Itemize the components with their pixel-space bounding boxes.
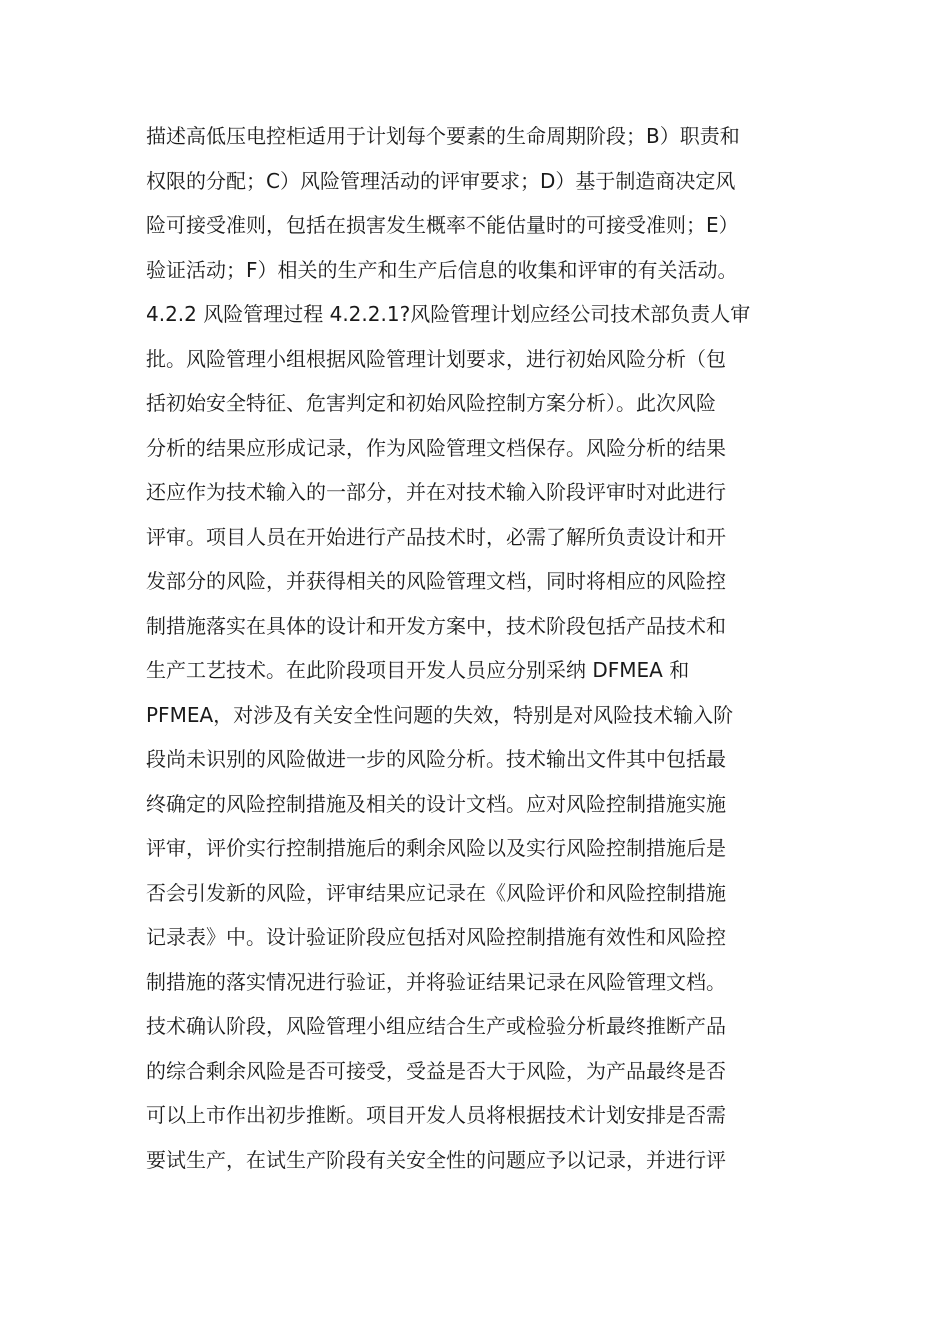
text-line-3: 险可接受准则，包括在损害发生概率不能估量时的可接受准则；E） <box>146 213 739 237</box>
text-line-11: 发部分的风险，并获得相关的风险管理文档，同时将相应的风险控 <box>146 569 726 593</box>
text-line-9: 还应作为技术输入的一部分，并在对技术输入阶段评审时对此进行 <box>146 480 726 504</box>
text-line-10: 评审。项目人员在开始进行产品技术时，必需了解所负责设计和开 <box>146 524 726 549</box>
text-line-18: 否会引发新的风险，评审结果应记录在《风险评价和风险控制措施 <box>146 880 726 905</box>
text-line-14: PFMEA，对涉及有关安全性问题的失效，特别是对风险技术输入阶 <box>146 702 734 727</box>
text-line-23: 可以上市作出初步推断。项目开发人员将根据技术计划安排是否需 <box>146 1103 726 1127</box>
text-line-5: 4.2.2 风险管理过程 4.2.2.1?风险管理计划应经公司技术部负责人审 <box>146 302 751 326</box>
text-line-21: 技术确认阶段，风险管理小组应结合生产或检验分析最终推断产品 <box>146 1014 726 1038</box>
text-line-19: 记录表》中。设计验证阶段应包括对风险控制措施有效性和风险控 <box>146 925 726 949</box>
text-line-6: 批。风险管理小组根据风险管理计划要求，进行初始风险分析（包 <box>146 346 726 371</box>
text-line-4: 验证活动；F）相关的生产和生产后信息的收集和评审的有关活动。 <box>146 257 738 282</box>
text-line-17: 评审，评价实行控制措施后的剩余风险以及实行风险控制措施后是 <box>146 836 726 860</box>
text-line-1: 描述高低压电控柜适用于计划每个要素的生命周期阶段；B）职责和 <box>146 124 740 148</box>
text-line-12: 制措施落实在具体的设计和开发方案中，技术阶段包括产品技术和 <box>146 613 726 638</box>
text-line-7: 括初始安全特征、危害判定和初始风险控制方案分析）。此次风险 <box>146 391 716 415</box>
text-line-13: 生产工艺技术。在此阶段项目开发人员应分别采纳 DFMEA 和 <box>146 658 690 682</box>
text-line-16: 终确定的风险控制措施及相关的设计文档。应对风险控制措施实施 <box>146 791 726 816</box>
text-line-2: 权限的分配；C）风险管理活动的评审要求；D）基于制造商决定风 <box>146 168 736 193</box>
text-line-20: 制措施的落实情况进行验证，并将验证结果记录在风险管理文档。 <box>146 969 726 994</box>
text-line-8: 分析的结果应形成记录，作为风险管理文档保存。风险分析的结果 <box>146 435 726 460</box>
text-line-15: 段尚未识别的风险做进一步的风险分析。技术输出文件其中包括最 <box>146 747 726 771</box>
text-line-24: 要试生产，在试生产阶段有关安全性的问题应予以记录，并进行评 <box>146 1147 726 1172</box>
body-text <box>146 114 826 1182</box>
text-line-22: 的综合剩余风险是否可接受，受益是否大于风险，为产品最终是否 <box>146 1058 726 1083</box>
